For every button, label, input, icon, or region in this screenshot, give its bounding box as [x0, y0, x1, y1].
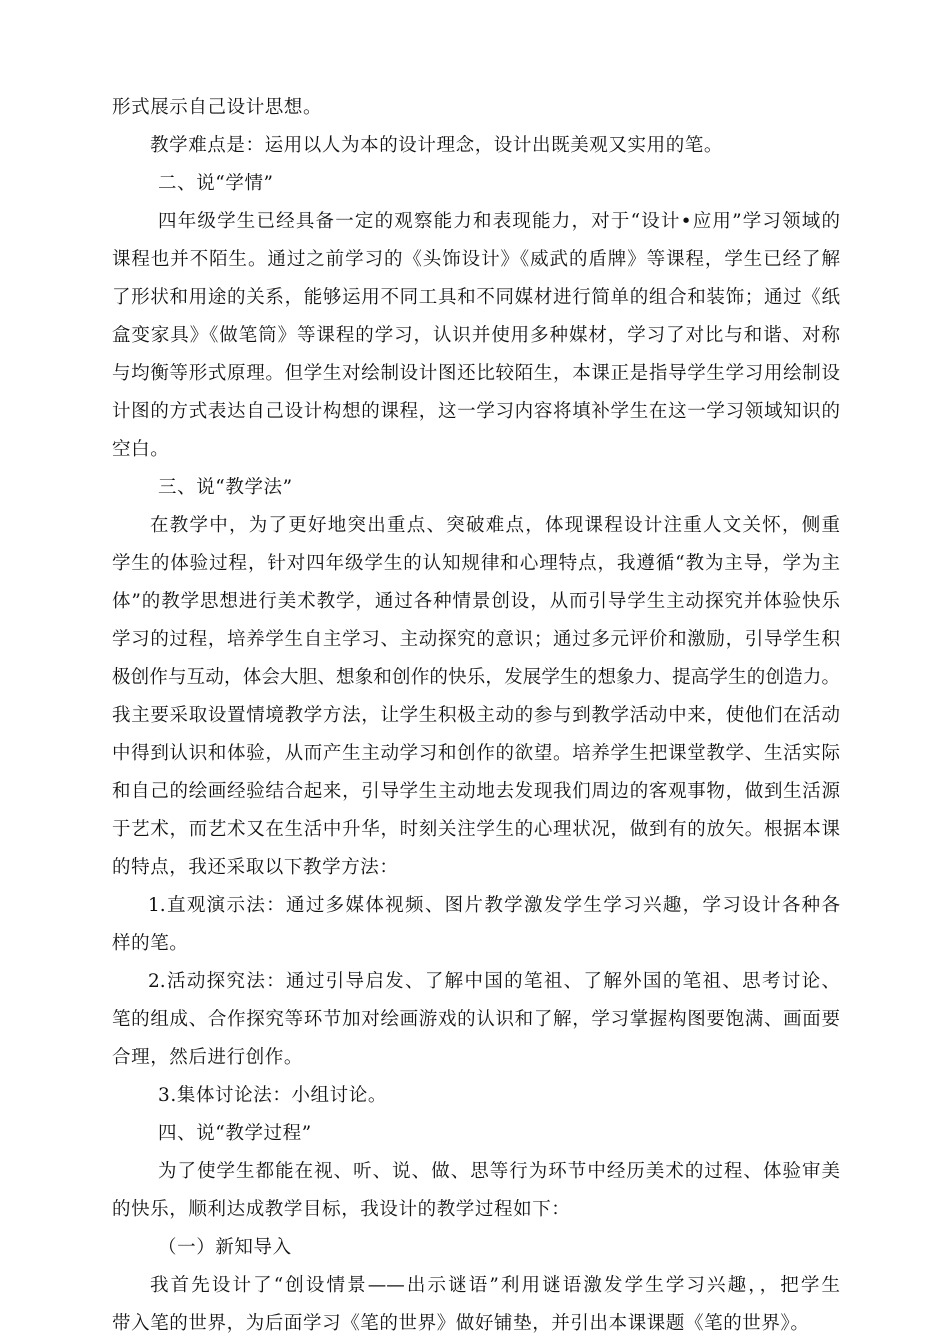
text-line: 形式展示自己设计思想。 — [112, 97, 323, 118]
text-line: 样的笔。 — [112, 933, 189, 954]
text-line: 体”的教学思想进行美术教学，通过各种情景创设，从而引导学生主动探究并体验快乐 — [112, 591, 840, 612]
text-line: 与均衡等形式原理。但学生对绘制设计图还比较陌生，本课正是指导学生学习用绘制设 — [112, 363, 840, 384]
text-line: 笔的组成、合作探究等环节加对绘画游戏的认识和了解，学习掌握构图要饱满、画面要 — [112, 1009, 840, 1030]
text-line: 为了使学生都能在视、听、说、做、思等行为环节中经历美术的过程、体验审美 — [158, 1161, 840, 1182]
text-line: 空白。 — [112, 439, 170, 460]
subsection-heading: （一）新知导入 — [158, 1237, 292, 1258]
text-line: 我主要采取设置情境教学方法，让学生积极主动的参与到教学活动中来，使他们在活动 — [112, 705, 840, 726]
text-line: 在教学中，为了更好地突出重点、突破难点，体现课程设计注重人文关怀，侧重 — [150, 515, 840, 536]
section-heading: 三、说“教学法” — [158, 477, 293, 498]
text-line: 学生的体验过程，针对四年级学生的认知规律和心理特点，我遵循“教为主导，学为主 — [112, 553, 840, 574]
text-line: 课程也并不陌生。通过之前学习的《头饰设计》《威武的盾牌》等课程，学生已经了解 — [112, 249, 840, 270]
text-line: 教学难点是：运用以人为本的设计理念，设计出既美观又实用的笔。 — [150, 135, 724, 156]
text-line: 学习的过程，培养学生自主学习、主动探究的意识；通过多元评价和激励，引导学生积 — [112, 629, 840, 650]
text-line: 计图的方式表达自己设计构想的课程，这一学习内容将填补学生在这一学习领域知识的 — [112, 401, 840, 422]
text-line: 四年级学生已经具备一定的观察能力和表现能力，对于“设计•应用”学习领域的 — [158, 211, 840, 232]
text-line: 的快乐，顺利达成教学目标，我设计的教学过程如下： — [112, 1199, 571, 1220]
text-line: 了形状和用途的关系，能够运用不同工具和不同媒材进行简单的组合和装饰；通过《纸 — [112, 287, 840, 308]
text-line: 于艺术，而艺术又在生活中升华，时刻关注学生的心理状况，做到有的放矢。根据本课 — [112, 819, 840, 840]
text-line: 盒变家具》《做笔筒》等课程的学习，认识并使用多种媒材，学习了对比与和谐、对称 — [112, 325, 840, 346]
list-item: 2.活动探究法：通过引导启发、了解中国的笔祖、了解外国的笔祖、思考讨论、 — [148, 971, 840, 992]
text-line: 我首先设计了“创设情景——出示谜语”利用谜语激发学生学习兴趣，，把学生 — [150, 1275, 840, 1296]
text-line: 的特点，我还采取以下教学方法： — [112, 857, 399, 878]
list-item: 3.集体讨论法：小组讨论。 — [158, 1085, 387, 1106]
text-line: 合理，然后进行创作。 — [112, 1047, 304, 1068]
text-line: 带入笔的世界，为后面学习《笔的世界》做好铺垫，并引出本课课题《笔的世界》。 — [112, 1313, 810, 1334]
text-line: 极创作与互动，体会大胆、想象和创作的快乐，发展学生的想象力、提高学生的创造力。 — [112, 667, 840, 688]
text-line: 和自己的绘画经验结合起来，引导学生主动地去发现我们周边的客观事物，做到生活源 — [112, 781, 840, 802]
section-heading: 二、说“学情” — [158, 173, 274, 194]
section-heading: 四、说“教学过程” — [158, 1123, 312, 1144]
list-item: 1.直观演示法：通过多媒体视频、图片教学激发学生学习兴趣，学习设计各种各 — [148, 895, 840, 916]
text-line: 中得到认识和体验，从而产生主动学习和创作的欲望。培养学生把课堂教学、生活实际 — [112, 743, 840, 764]
